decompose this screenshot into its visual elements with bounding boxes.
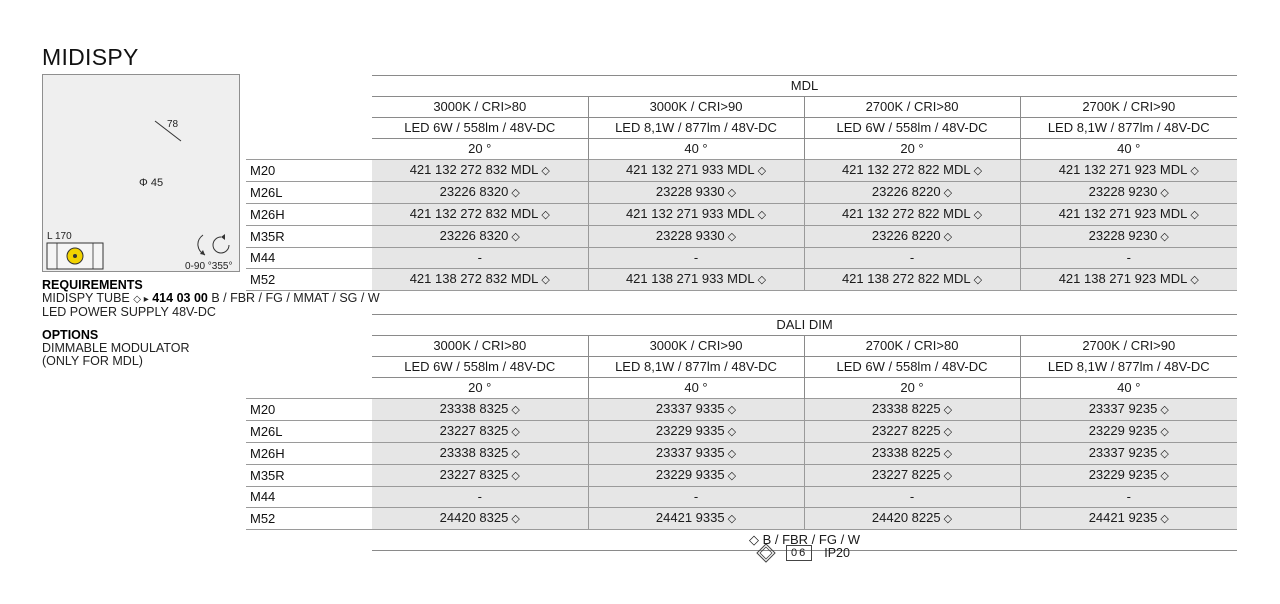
beam-angle-header: 40 ° <box>1020 139 1237 160</box>
article-code-cell <box>804 269 1020 291</box>
article-code: 23229 9235 <box>1088 423 1158 438</box>
article-code-cell <box>372 443 588 465</box>
beam-angle-header: 40 ° <box>1020 378 1237 399</box>
diamond-arrow-icon: ◇ ▸ <box>133 294 149 305</box>
led-spec-header: LED 6W / 558lm / 48V-DC <box>804 357 1020 378</box>
requirements-heading: REQUIREMENTS <box>42 278 143 292</box>
colour-temp-header: 3000K / CRI>90 <box>588 336 804 357</box>
diamond-icon: ◇ <box>511 470 520 482</box>
article-code-cell <box>1020 248 1237 269</box>
article-code: 421 132 272 832 MDL <box>409 162 539 177</box>
article-code: 23338 8325 <box>439 401 509 416</box>
article-code: 23226 8220 <box>871 184 941 199</box>
article-code: - <box>477 250 482 265</box>
empty-cell <box>246 378 372 399</box>
diamond-icon: ◇ <box>1160 187 1169 199</box>
colour-temp-header: 2700K / CRI>90 <box>1020 336 1237 357</box>
article-code-cell <box>372 182 588 204</box>
article-code-cell <box>588 399 804 421</box>
options-line-1: DIMMABLE MODULATOR <box>42 341 190 355</box>
diamond-icon: ◇ <box>727 426 737 438</box>
dimension-rotation: 0-90 °355° <box>185 261 233 272</box>
row-label: M20 <box>246 160 372 182</box>
article-code: 23227 8325 <box>439 423 509 438</box>
article-code: 23226 8320 <box>439 184 509 199</box>
colour-temp-header: 2700K / CRI>80 <box>804 97 1020 118</box>
article-code: 421 138 272 832 MDL <box>409 271 539 286</box>
table-row <box>246 204 1237 226</box>
article-code: 421 132 272 832 MDL <box>409 206 539 221</box>
row-label: M35R <box>246 465 372 487</box>
article-code-cell <box>588 487 804 508</box>
article-code-cell <box>1020 421 1237 443</box>
article-code-cell <box>804 508 1020 530</box>
article-code: 421 132 271 923 MDL <box>1058 162 1188 177</box>
diamond-icon: ◇ <box>511 426 520 438</box>
article-code-cell <box>804 487 1020 508</box>
article-code-cell <box>1020 443 1237 465</box>
beam-angle-header: 40 ° <box>588 378 804 399</box>
row-label: M26H <box>246 204 372 226</box>
diamond-icon: ◇ <box>727 187 737 199</box>
article-code-cell <box>372 399 588 421</box>
ip-code-box: 06 <box>786 545 812 561</box>
article-code: 23229 9335 <box>655 467 725 482</box>
diamond-icon: ◇ <box>943 470 953 482</box>
options-line-2: (ONLY FOR MDL) <box>42 354 143 368</box>
article-code: - <box>693 489 699 504</box>
diamond-icon: ◇ <box>727 404 737 416</box>
article-code-cell <box>1020 160 1237 182</box>
drawing-lines <box>43 75 241 273</box>
diamond-icon: ◇ <box>943 426 953 438</box>
footer-ratings <box>756 543 850 563</box>
finish-note: ◇ B / FBR / FG / W <box>372 530 1237 551</box>
article-code: - <box>477 489 482 504</box>
diamond-icon: ◇ <box>511 231 520 243</box>
tube-code: 414 03 00 <box>152 291 208 305</box>
diamond-icon: ◇ <box>1190 274 1199 286</box>
empty-cell <box>246 139 372 160</box>
article-code: 421 132 271 923 MDL <box>1058 206 1188 221</box>
diamond-icon: ◇ <box>973 209 983 221</box>
article-code-cell <box>372 487 588 508</box>
article-code: 421 132 271 933 MDL <box>625 162 755 177</box>
table-row <box>246 465 1237 487</box>
article-code: - <box>1126 489 1131 504</box>
led-spec-header: LED 8,1W / 877lm / 48V-DC <box>588 118 804 139</box>
diamond-icon: ◇ <box>1160 513 1169 525</box>
article-code: 421 138 271 933 MDL <box>625 271 755 286</box>
article-code-cell <box>588 269 804 291</box>
article-code-cell <box>372 269 588 291</box>
led-spec-header: LED 8,1W / 877lm / 48V-DC <box>1020 357 1237 378</box>
article-code-cell <box>372 204 588 226</box>
page-title: MIDISPY <box>42 44 139 70</box>
colour-temp-header: 3000K / CRI>80 <box>372 336 588 357</box>
led-spec-header: LED 8,1W / 877lm / 48V-DC <box>588 357 804 378</box>
article-code: - <box>1126 250 1131 265</box>
diamond-icon: ◇ <box>511 187 520 199</box>
table-row <box>246 487 1237 508</box>
rotation-arrow-icon <box>198 235 205 255</box>
table-row <box>246 160 1237 182</box>
group-header: MDL <box>372 76 1237 97</box>
diamond-icon: ◇ <box>1160 404 1169 416</box>
beam-angle-header: 20 ° <box>372 378 588 399</box>
article-code-cell <box>1020 508 1237 530</box>
led-spec-header: LED 6W / 558lm / 48V-DC <box>372 357 588 378</box>
article-code: 24421 9235 <box>1088 510 1158 525</box>
article-code-cell <box>588 443 804 465</box>
article-code: 23228 9330 <box>655 184 725 199</box>
diamond-icon: ◇ <box>943 187 953 199</box>
article-code-cell <box>588 465 804 487</box>
row-label: M52 <box>246 508 372 530</box>
dimension-length: L 170 <box>47 231 72 242</box>
article-code: 23337 9335 <box>655 445 725 460</box>
options-heading: OPTIONS <box>42 328 99 342</box>
product-drawing <box>42 74 240 272</box>
article-code-cell <box>1020 226 1237 248</box>
led-spec-header: LED 6W / 558lm / 48V-DC <box>372 118 588 139</box>
options-section <box>42 329 189 368</box>
article-code-cell <box>804 443 1020 465</box>
article-code-cell <box>372 508 588 530</box>
article-code-cell <box>588 248 804 269</box>
article-code: 23228 9230 <box>1088 184 1158 199</box>
article-code-cell <box>372 248 588 269</box>
table-row <box>246 182 1237 204</box>
article-code-cell <box>588 160 804 182</box>
diamond-icon: ◇ <box>727 448 737 460</box>
diamond-icon: ◇ <box>511 404 520 416</box>
diamond-icon: ◇ <box>1190 209 1199 221</box>
article-code-cell <box>804 204 1020 226</box>
article-code: 23337 9335 <box>655 401 725 416</box>
table-row <box>246 508 1237 530</box>
colour-temp-header: 2700K / CRI>80 <box>804 336 1020 357</box>
colour-temp-header: 3000K / CRI>80 <box>372 97 588 118</box>
article-code: 23337 9235 <box>1088 401 1158 416</box>
beam-angle-header: 20 ° <box>372 139 588 160</box>
group-header: DALI DIM <box>372 315 1237 336</box>
table-row <box>246 421 1237 443</box>
diamond-icon: ◇ <box>541 165 550 177</box>
dimension-78: 78 <box>167 119 179 130</box>
empty-cell <box>246 76 372 97</box>
row-label: M20 <box>246 399 372 421</box>
article-code-cell <box>804 248 1020 269</box>
mdl-table <box>246 75 1237 291</box>
article-code-cell <box>588 204 804 226</box>
article-code-cell <box>372 465 588 487</box>
diamond-icon: ◇ <box>973 274 983 286</box>
article-code: 421 138 271 923 MDL <box>1058 271 1188 286</box>
empty-cell <box>246 118 372 139</box>
diamond-icon: ◇ <box>757 165 767 177</box>
article-code: 23229 9335 <box>655 423 725 438</box>
article-code: 23338 8325 <box>439 445 509 460</box>
article-code: 24420 8225 <box>871 510 941 525</box>
article-code: - <box>909 250 915 265</box>
row-label: M52 <box>246 269 372 291</box>
rotation-circle-icon <box>213 237 229 253</box>
article-code-cell <box>1020 269 1237 291</box>
article-code: - <box>693 250 699 265</box>
article-code: 421 138 272 822 MDL <box>841 271 971 286</box>
empty-cell <box>246 530 372 551</box>
row-label: M26L <box>246 421 372 443</box>
article-code: 23338 8225 <box>871 401 941 416</box>
table-row <box>246 226 1237 248</box>
article-code-cell <box>588 508 804 530</box>
diamond-icon: ◇ <box>757 209 767 221</box>
diamond-icon: ◇ <box>1190 165 1199 177</box>
article-code-cell <box>372 160 588 182</box>
beam-angle-header: 20 ° <box>804 139 1020 160</box>
table-row <box>246 248 1237 269</box>
article-code-cell <box>588 421 804 443</box>
row-label: M35R <box>246 226 372 248</box>
article-code-cell <box>804 226 1020 248</box>
diamond-icon: ◇ <box>973 165 983 177</box>
diamond-icon: ◇ <box>943 448 953 460</box>
article-code: 24420 8325 <box>439 510 509 525</box>
row-label: M44 <box>246 487 372 508</box>
beam-angle-header: 20 ° <box>804 378 1020 399</box>
article-code: 23226 8220 <box>871 228 941 243</box>
article-code-cell <box>804 465 1020 487</box>
diamond-icon: ◇ <box>541 274 550 286</box>
colour-temp-header: 2700K / CRI>90 <box>1020 97 1237 118</box>
article-code-cell <box>1020 465 1237 487</box>
beam-angle-header: 40 ° <box>588 139 804 160</box>
article-code: 23226 8320 <box>439 228 509 243</box>
led-spec-header: LED 8,1W / 877lm / 48V-DC <box>1020 118 1237 139</box>
diamond-icon: ◇ <box>511 513 520 525</box>
article-code-cell <box>804 421 1020 443</box>
empty-cell <box>246 336 372 357</box>
diamond-icon: ◇ <box>727 231 737 243</box>
article-code-cell <box>588 182 804 204</box>
dimension-diameter: Φ 45 <box>139 177 164 189</box>
article-code-cell <box>1020 204 1237 226</box>
dali-dim-table <box>246 314 1237 551</box>
article-code-cell <box>804 160 1020 182</box>
diamond-icon: ◇ <box>1160 470 1169 482</box>
article-code: 23338 8225 <box>871 445 941 460</box>
diamond-icon: ◇ <box>1160 448 1169 460</box>
article-code-cell <box>1020 487 1237 508</box>
article-code: 23227 8225 <box>871 467 941 482</box>
article-code: 421 132 272 822 MDL <box>841 162 971 177</box>
requirements-line-1: MIDISPY TUBE ◇ ▸ 414 03 00 B / FBR / FG / MMAT / SG / W <box>42 291 380 305</box>
diamond-icon: ◇ <box>757 274 767 286</box>
article-code: 23227 8325 <box>439 467 509 482</box>
empty-cell <box>246 357 372 378</box>
article-code: 421 132 272 822 MDL <box>841 206 971 221</box>
diamond-icon: ◇ <box>1160 231 1169 243</box>
row-label: M44 <box>246 248 372 269</box>
row-label: M26H <box>246 443 372 465</box>
table-row <box>246 399 1237 421</box>
led-spec-header: LED 6W / 558lm / 48V-DC <box>804 118 1020 139</box>
article-code-cell <box>1020 399 1237 421</box>
requirements-line-2: LED POWER SUPPLY 48V-DC <box>42 305 216 319</box>
diamond-icon: ◇ <box>943 513 953 525</box>
article-code-cell <box>804 182 1020 204</box>
article-code: 421 132 271 933 MDL <box>625 206 755 221</box>
article-code: 23229 9235 <box>1088 467 1158 482</box>
article-code-cell <box>372 421 588 443</box>
article-code: 23337 9235 <box>1088 445 1158 460</box>
empty-cell <box>246 97 372 118</box>
diamond-icon: ◇ <box>541 209 550 221</box>
table-row <box>246 269 1237 291</box>
class-III-diamond-icon <box>756 543 776 563</box>
diamond-icon: ◇ <box>943 404 953 416</box>
table-row <box>246 443 1237 465</box>
article-code: 23228 9230 <box>1088 228 1158 243</box>
article-code-cell <box>1020 182 1237 204</box>
article-code: 23228 9330 <box>655 228 725 243</box>
colour-temp-header: 3000K / CRI>90 <box>588 97 804 118</box>
article-code: - <box>909 489 915 504</box>
article-code-cell <box>804 399 1020 421</box>
diamond-icon: ◇ <box>1160 426 1169 438</box>
article-code-cell <box>588 226 804 248</box>
diamond-icon: ◇ <box>511 448 520 460</box>
ip-rating: IP20 <box>824 546 850 560</box>
diamond-icon: ◇ <box>727 470 737 482</box>
diamond-icon: ◇ <box>943 231 953 243</box>
diamond-icon: ◇ <box>727 513 737 525</box>
article-code-cell <box>372 226 588 248</box>
article-code: 23227 8225 <box>871 423 941 438</box>
empty-cell <box>246 315 372 336</box>
row-label: M26L <box>246 182 372 204</box>
article-code: 24421 9335 <box>655 510 725 525</box>
